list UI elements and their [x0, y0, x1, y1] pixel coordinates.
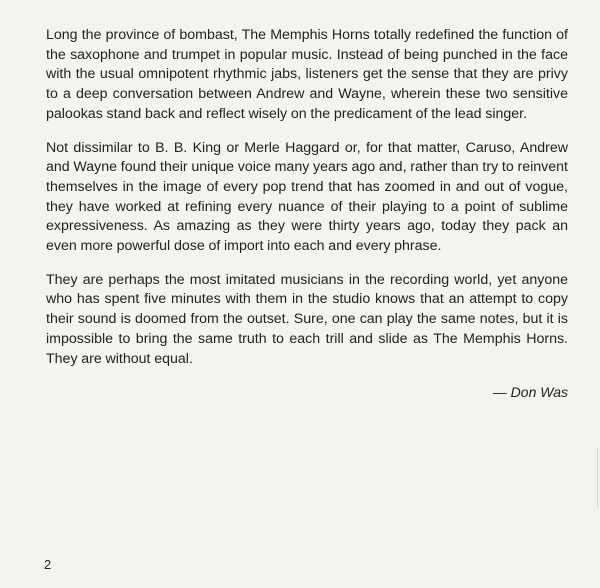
author-attribution: — Don Was — [492, 384, 568, 401]
document-body — [46, 26, 568, 402]
paragraph-1: Long the province of bombast, The Memphis Horns totally redefined the function of the saxophone and trumpet in popular music. Instead of being punched in the face with the usual omnipotent rhythmic jabs, listeners get the sense that they are privy to a deep conversation between Andrew and Wayne, wherein these two sensitive palookas stand back and reflect wisely on the predicament of the lead singer. — [46, 27, 568, 122]
paragraph-3: They are perhaps the most imitated musicians in the recording world, yet anyone who has spent five minutes with them in the studio knows that an attempt to copy their sound is doomed from the outset. Sure, one can play the same notes, but it is impossible to bring the same truth to each trill and slide as The Memphis Horns. They are without equal. — [46, 271, 568, 367]
paragraph-2: Not dissimilar to B. B. King or Merle Haggard or, for that matter, Caruso, Andrew and Wayne found their unique voice many years ago and, rather than try to reinvent themselves in the image of every pop trend that has zoomed in and out of vogue, they have worked at refining every nuance of their playing to a point of sublime expressiveness. As amazing as they were thirty years ago, today they pack an even more powerful dose of import into each and every phrase. — [46, 139, 568, 255]
page-number: 2 — [44, 557, 52, 572]
page-edge-shadow — [597, 448, 598, 508]
